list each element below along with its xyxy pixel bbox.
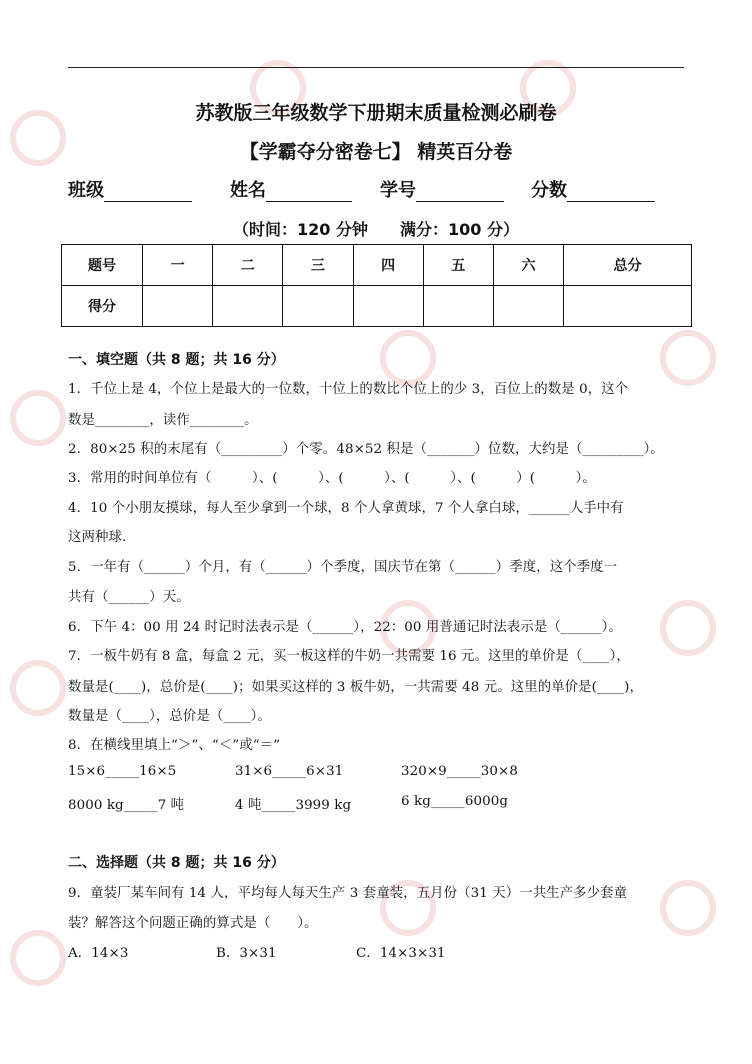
exam-time-info: （时间：120 分钟 满分：100 分） — [233, 220, 519, 239]
page-subtitle: 【学霸夺分密卷七】 精英百分卷 — [239, 141, 513, 163]
student-no-blank[interactable] — [416, 181, 504, 202]
score-label: 分数 — [531, 180, 567, 201]
question-line: 9．童装厂某车间有 14 人，平均每人每天生产 3 套童装，五月份（31 天）一共生产多少套童 — [68, 886, 628, 901]
table-cell: 总分 — [564, 245, 692, 286]
table-cell: 二 — [213, 245, 283, 286]
question-line: 5．一年有（______）个月，有（______）个季度，国庆节在第（______）季度，这个季度一 — [68, 560, 618, 575]
compare-row — [68, 764, 686, 782]
question-line: 6．下午 4：00 用 24 时记时法表示是（______），22：00 用普通记时法表示是（______）。 — [68, 620, 622, 635]
table-cell: 得分 — [62, 286, 143, 327]
question-line: 3．常用的时间单位有（ ）、( ）、( ）、( ）、( ）( ）。 — [68, 471, 596, 486]
class-blank[interactable] — [104, 181, 192, 202]
question-line: 共有（______）天。 — [68, 590, 190, 605]
options-row — [68, 942, 686, 960]
compare-item: 31×6_____6×31 — [235, 764, 344, 779]
compare-item: 6 kg_____6000g — [401, 794, 508, 809]
class-label: 班级 — [68, 180, 104, 201]
question-line: 4．10 个小朋友摸球，每人至少拿到一个球，8 个人拿黄球，7 个人拿白球，______人手中有 — [68, 501, 624, 516]
watermark — [0, 378, 78, 457]
name-field — [230, 176, 352, 202]
table-cell: 四 — [353, 245, 423, 286]
score-input-cell[interactable] — [423, 286, 493, 327]
question-line: 1．千位上是 4，个位上是最大的一位数，十位上的数比个位上的少 3，百位上的数是 0，这个 — [68, 382, 629, 397]
score-table-header-row — [62, 245, 692, 286]
student-no-field — [380, 176, 504, 202]
option-b[interactable]: B．3×31 — [216, 946, 277, 961]
page-title: 苏教版三年级数学下册期末质量检测必刷卷 — [195, 102, 557, 124]
score-input-cell[interactable] — [283, 286, 353, 327]
student-no-label: 学号 — [380, 180, 416, 201]
watermark — [648, 868, 727, 947]
question-line: 数量是(____)，总价是(____)；如果买这样的 3 板牛奶，一共需要 48 元。这里的单价是(____)， — [68, 680, 643, 695]
score-table — [61, 244, 692, 327]
section-2-heading: 二、选择题（共 8 题；共 16 分） — [68, 855, 285, 871]
score-input-cell[interactable] — [213, 286, 283, 327]
table-cell: 题号 — [62, 245, 143, 286]
class-field — [68, 176, 192, 202]
compare-item: 4 吨_____3999 kg — [235, 798, 352, 813]
section-1-heading: 一、填空题（共 8 题；共 16 分） — [68, 352, 285, 368]
score-input-cell[interactable] — [353, 286, 423, 327]
question-line: 这两种球. — [68, 530, 127, 545]
option-c[interactable]: C．14×3×31 — [356, 946, 446, 961]
score-input-cell[interactable] — [564, 286, 692, 327]
question-line: 2．80×25 积的末尾有（_________）个零。48×52 积是（_______）位数，大约是（_________）。 — [68, 442, 664, 457]
compare-item: 15×6_____16×5 — [68, 764, 177, 779]
question-line: 8．在横线里填上“＞”、“＜”或“＝” — [68, 738, 281, 753]
table-cell: 三 — [283, 245, 353, 286]
question-line: 数是________，读作________。 — [68, 413, 258, 428]
table-cell: 五 — [423, 245, 493, 286]
score-input-cell[interactable] — [493, 286, 563, 327]
question-line: 数量是（____），总价是（____）。 — [68, 709, 271, 724]
compare-item: 320×9_____30×8 — [401, 764, 518, 779]
table-cell: 一 — [143, 245, 213, 286]
score-field — [531, 176, 655, 202]
name-blank[interactable] — [266, 181, 352, 202]
compare-row — [68, 794, 686, 812]
compare-item: 8000 kg_____7 吨 — [68, 798, 185, 813]
question-line: 7．一板牛奶有 8 盒，每盒 2 元，买一板这样的牛奶一共需要 16 元。这里的单价是（____）， — [68, 649, 630, 664]
watermark — [368, 868, 447, 947]
top-rule — [68, 67, 684, 68]
table-cell: 六 — [493, 245, 563, 286]
score-table-score-row — [62, 286, 692, 327]
name-label: 姓名 — [230, 180, 266, 201]
watermark — [0, 648, 78, 727]
score-input-cell[interactable] — [143, 286, 213, 327]
option-a[interactable]: A．14×3 — [68, 946, 129, 961]
watermark — [0, 918, 78, 997]
question-line: 装？解答这个问题正确的算式是（ ）。 — [68, 916, 318, 931]
score-blank[interactable] — [567, 181, 655, 202]
